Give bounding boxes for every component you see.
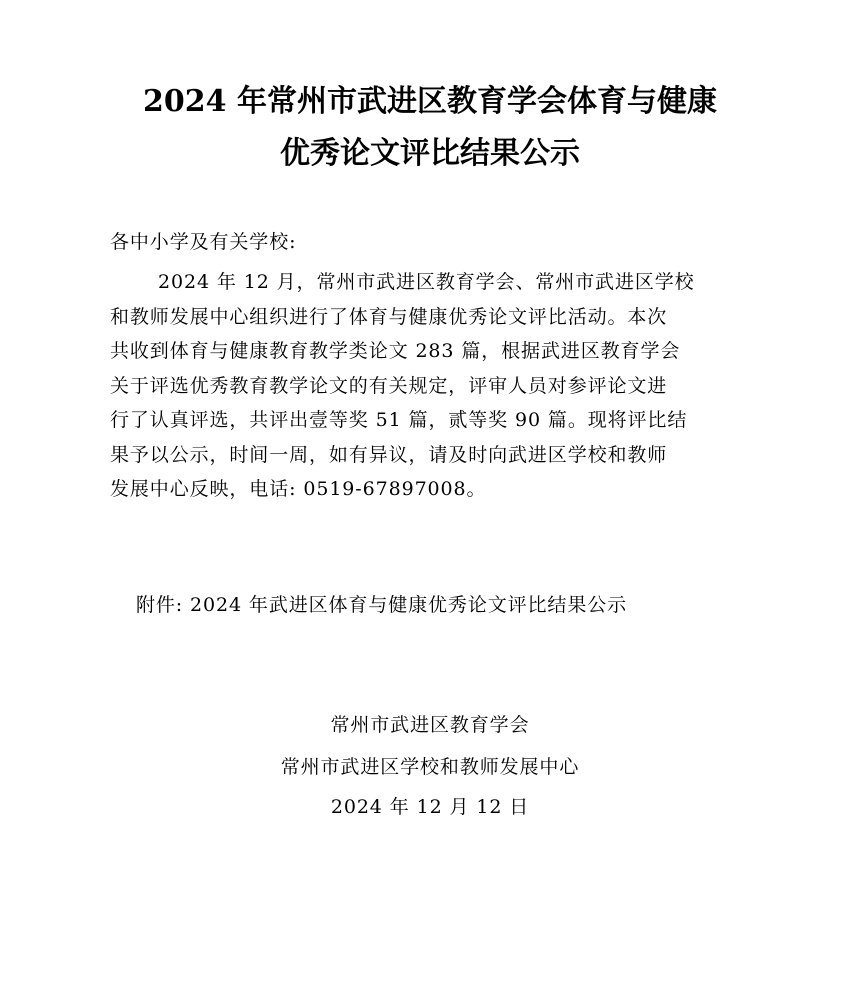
paragraph-line: 2024 年 12 月，常州市武进区教育学会、常州市武进区学校 xyxy=(158,271,695,293)
paragraph-line: 发展中心反映，电话: 0519-67897008。 xyxy=(110,478,487,500)
paragraph-line: 关于评选优秀教育教学论文的有关规定，评审人员对参评论文进 xyxy=(110,374,668,397)
paragraph-line: 和教师发展中心组织进行了体育与健康优秀论文评比活动。本次 xyxy=(110,305,668,328)
paragraph-line: 行了认真评选，共评出壹等奖 51 篇，贰等奖 90 篇。现将评比结 xyxy=(110,409,688,431)
document-title-line-2: 优秀论文评比结果公示 xyxy=(280,136,580,171)
paragraph-line: 共收到体育与健康教育教学类论文 283 篇，根据武进区教育学会 xyxy=(110,340,681,362)
document-title-line-1: 2024 年常州市武进区教育学会体育与健康 xyxy=(143,84,717,119)
attachment-note: 附件: 2024 年武进区体育与健康优秀论文评比结果公示 xyxy=(136,594,628,616)
paragraph-line: 果予以公示，时间一周，如有异议，请及时向武进区学校和教师 xyxy=(110,443,668,466)
notice-paragraph xyxy=(110,265,756,507)
salutation: 各中小学及有关学校: xyxy=(110,231,297,253)
signature-organization-1: 常州市武进区教育学会 xyxy=(330,714,530,736)
signature-date: 2024 年 12 月 12 日 xyxy=(330,796,530,818)
signature-organization-2: 常州市武进区学校和教师发展中心 xyxy=(280,756,580,778)
